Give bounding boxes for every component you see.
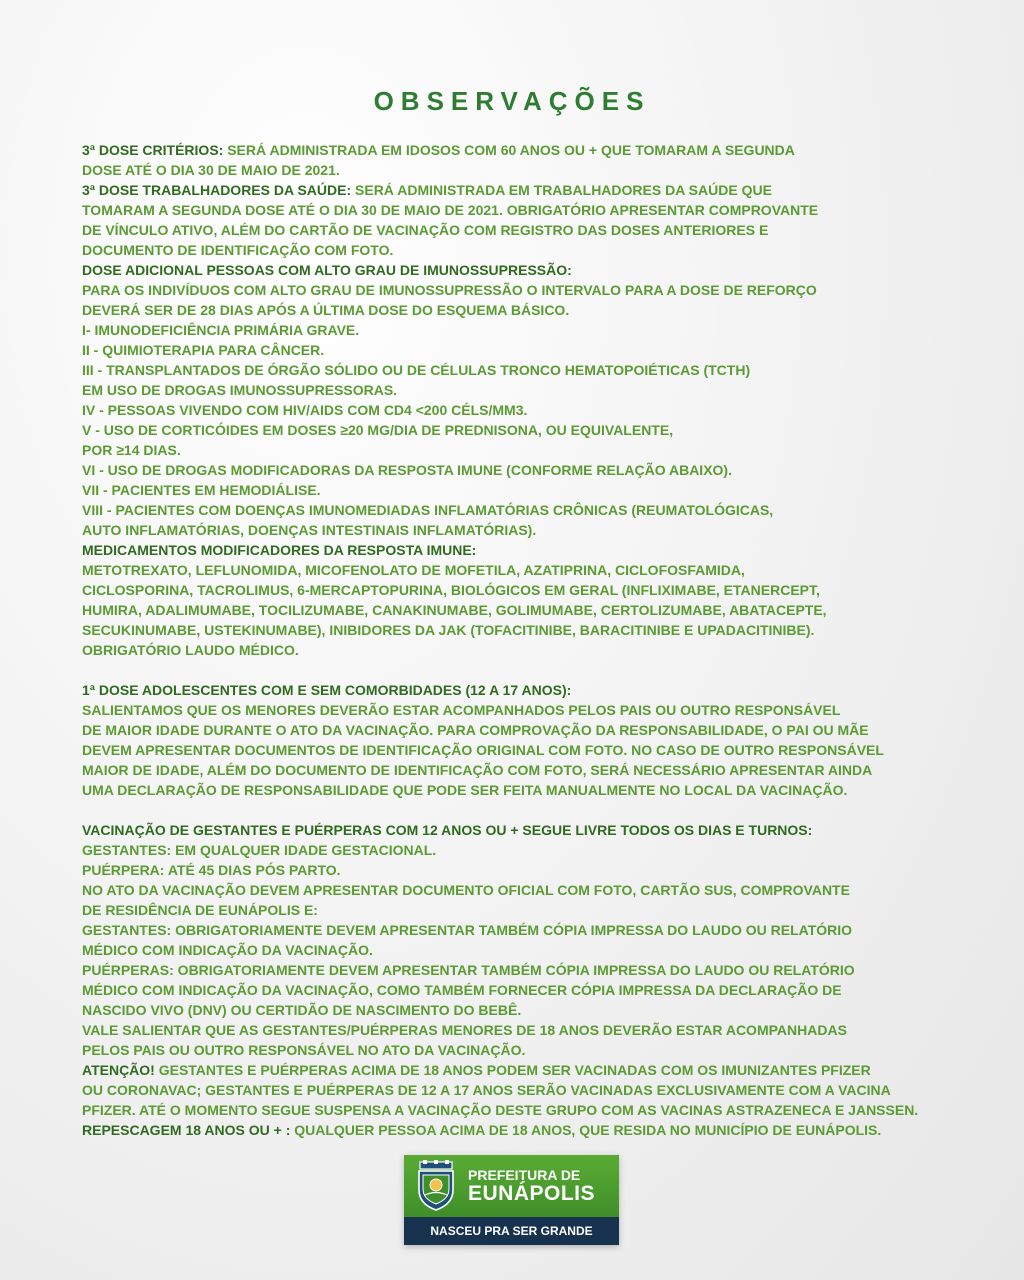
text-line (82, 1080, 962, 1100)
text-line (82, 280, 962, 300)
line-heading: 3ª DOSE TRABALHADORES DA SAÚDE: (82, 182, 352, 198)
text-line (82, 300, 962, 320)
line-text: MÉDICO COM INDICAÇÃO DA VACINAÇÃO, COMO TAMBÉM FORNECER CÓPIA IMPRESSA DA DECLARAÇÃO DE (82, 982, 842, 998)
line-text: GESTANTES: EM QUALQUER IDADE GESTACIONAL. (82, 842, 437, 858)
text-line (82, 900, 962, 920)
line-text: II - QUIMIOTERAPIA PARA CÂNCER. (82, 342, 325, 358)
line-text: AUTO INFLAMATÓRIAS, DOENÇAS INTESTINAIS INFLAMATÓRIAS). (82, 522, 537, 538)
line-text: DOCUMENTO DE IDENTIFICAÇÃO COM FOTO. (82, 242, 394, 258)
line-text: PFIZER. ATÉ O MOMENTO SEGUE SUSPENSA A VACINAÇÃO DESTE GRUPO COM AS VACINAS ASTRAZENECA E JANSSEN. (82, 1102, 919, 1118)
line-text: HUMIRA, ADALIMUMABE, TOCILIZUMABE, CANAKINUMABE, GOLIMUMABE, CERTOLIZUMABE, ABATACEPTE, (82, 602, 827, 618)
logo-line2: EUNÁPOLIS (468, 1182, 596, 1205)
text-line (82, 140, 962, 160)
text-line (82, 920, 962, 940)
line-heading: 1ª DOSE ADOLESCENTES COM E SEM COMORBIDADES (12 A 17 ANOS): (82, 682, 572, 698)
line-text: VII - PACIENTES EM HEMODIÁLISE. (82, 482, 321, 498)
line-text: IV - PESSOAS VIVENDO COM HIV/AIDS COM CD4 <200 CÉLS/MM3. (82, 402, 528, 418)
text-line (82, 580, 962, 600)
line-text: SERÁ ADMINISTRADA EM TRABALHADORES DA SAÚDE QUE (351, 182, 772, 198)
line-heading: 3ª DOSE CRITÉRIOS: (82, 142, 224, 158)
line-heading: DOSE ADICIONAL PESSOAS COM ALTO GRAU DE IMUNOSSUPRESSÃO: (82, 262, 572, 278)
text-line (82, 620, 962, 640)
logo-slogan: NASCEU PRA SER GRANDE (404, 1217, 619, 1245)
text-line (82, 1060, 962, 1080)
text-line (82, 200, 962, 220)
observations-body (82, 140, 962, 1140)
text-line (82, 220, 962, 240)
text-line (82, 160, 962, 180)
text-line (82, 520, 962, 540)
text-line (82, 400, 962, 420)
city-crest-icon (414, 1160, 458, 1212)
line-text: TOMARAM A SEGUNDA DOSE ATÉ O DIA 30 DE MAIO DE 2021. OBRIGATÓRIO APRESENTAR COMPROVANTE (82, 202, 819, 218)
text-line (82, 460, 962, 480)
text-line (82, 880, 962, 900)
text-line (82, 320, 962, 340)
line-text: DE VÍNCULO ATIVO, ALÉM DO CARTÃO DE VACINAÇÃO COM REGISTRO DAS DOSES ANTERIORES E (82, 222, 769, 238)
page-title: OBSERVAÇÕES (373, 86, 651, 116)
line-text: NO ATO DA VACINAÇÃO DEVEM APRESENTAR DOCUMENTO OFICIAL COM FOTO, CARTÃO SUS, COMPROVANTE (82, 882, 850, 898)
line-heading: ATENÇÃO! (82, 1062, 155, 1078)
text-line (82, 420, 962, 440)
line-text: DEVEM APRESENTAR DOCUMENTOS DE IDENTIFICAÇÃO ORIGINAL COM FOTO. NO CASO DE OUTRO RESPONSÁVEL (82, 742, 884, 758)
line-text: EM USO DE DROGAS IMUNOSSUPRESSORAS. (82, 382, 398, 398)
text-line (82, 1000, 962, 1020)
line-text: SERÁ ADMINISTRADA EM IDOSOS COM 60 ANOS OU + QUE TOMARAM A SEGUNDA (223, 142, 795, 158)
text-line (82, 500, 962, 520)
prefeitura-logo (404, 1155, 619, 1245)
text-line (82, 960, 962, 980)
line-text: SALIENTAMOS QUE OS MENORES DEVERÃO ESTAR ACOMPANHADOS PELOS PAIS OU OUTRO RESPONSÁVEL (82, 702, 841, 718)
text-line (82, 180, 962, 200)
text-line (82, 1020, 962, 1040)
text-line (82, 340, 962, 360)
line-text: PARA OS INDIVÍDUOS COM ALTO GRAU DE IMUNOSSUPRESSÃO O INTERVALO PARA A DOSE DE REFORÇO (82, 282, 817, 298)
text-line (82, 820, 962, 840)
logo-top-panel (404, 1155, 619, 1217)
text-line (82, 740, 962, 760)
text-line (82, 940, 962, 960)
text-line (82, 860, 962, 880)
text-line (82, 240, 962, 260)
text-line (82, 560, 962, 580)
line-text: MAIOR DE IDADE, ALÉM DO DOCUMENTO DE IDENTIFICAÇÃO COM FOTO, SERÁ NECESSÁRIO APRESENTAR AINDA (82, 762, 873, 778)
line-text: OU CORONAVAC; GESTANTES E PUÉRPERAS DE 12 A 17 ANOS SERÃO VACINADAS EXCLUSIVAMENTE COM A VACINA (82, 1082, 891, 1098)
line-text: SECUKINUMABE, USTEKINUMABE), INIBIDORES DA JAK (TOFACITINIBE, BARACITINIBE E UPADACITINIBE). (82, 622, 815, 638)
line-heading: MEDICAMENTOS MODIFICADORES DA RESPOSTA IMUNE: (82, 542, 477, 558)
line-text: I- IMUNODEFICIÊNCIA PRIMÁRIA GRAVE. (82, 322, 360, 338)
line-text: PUÉRPERA: ATÉ 45 DIAS PÓS PARTO. (82, 862, 341, 878)
text-line (82, 360, 962, 380)
text-line (82, 380, 962, 400)
line-text: PELOS PAIS OU OUTRO RESPONSÁVEL NO ATO DA VACINAÇÃO. (82, 1042, 526, 1058)
text-line (82, 780, 962, 800)
blank-line (82, 800, 962, 820)
line-text: III - TRANSPLANTADOS DE ÓRGÃO SÓLIDO OU DE CÉLULAS TRONCO HEMATOPOIÉTICAS (TCTH) (82, 362, 751, 378)
line-text: DEVERÁ SER DE 28 DIAS APÓS A ÚLTIMA DOSE DO ESQUEMA BÁSICO. (82, 302, 570, 318)
blank-line (82, 660, 962, 680)
line-text: DE MAIOR IDADE DURANTE O ATO DA VACINAÇÃO. PARA COMPROVAÇÃO DA RESPONSABILIDADE, O PAI OU MÃE (82, 722, 869, 738)
line-text: GESTANTES E PUÉRPERAS ACIMA DE 18 ANOS PODEM SER VACINADAS COM OS IMUNIZANTES PFIZER (154, 1062, 871, 1078)
logo-line1: PREFEITURA DE (468, 1167, 581, 1183)
text-line (82, 480, 962, 500)
line-text: CICLOSPORINA, TACROLIMUS, 6-MERCAPTOPURINA, BIOLÓGICOS EM GERAL (INFLIXIMABE, ETANERCEPT, (82, 582, 820, 598)
line-text: VI - USO DE DROGAS MODIFICADORAS DA RESPOSTA IMUNE (CONFORME RELAÇÃO ABAIXO). (82, 462, 732, 478)
text-line (82, 1100, 962, 1120)
text-line (82, 720, 962, 740)
line-text: VALE SALIENTAR QUE AS GESTANTES/PUÉRPERAS MENORES DE 18 ANOS DEVERÃO ESTAR ACOMPANHADAS (82, 1022, 847, 1038)
line-text: MÉDICO COM INDICAÇÃO DA VACINAÇÃO. (82, 942, 373, 958)
line-heading: REPESCAGEM 18 ANOS OU + : (82, 1122, 291, 1138)
line-text: V - USO DE CORTICÓIDES EM DOSES ≥20 MG/DIA DE PREDNISONA, OU EQUIVALENTE, (82, 422, 674, 438)
text-line (82, 700, 962, 720)
line-text: OBRIGATÓRIO LAUDO MÉDICO. (82, 642, 299, 658)
text-line (82, 640, 962, 660)
line-text: GESTANTES: OBRIGATORIAMENTE DEVEM APRESENTAR TAMBÉM CÓPIA IMPRESSA DO LAUDO OU RELATÓRIO (82, 922, 853, 938)
text-line (82, 840, 962, 860)
line-text: PUÉRPERAS: OBRIGATORIAMENTE DEVEM APRESENTAR TAMBÉM CÓPIA IMPRESSA DO LAUDO OU RELATÓRIO (82, 962, 855, 978)
line-text: NASCIDO VIVO (DNV) OU CERTIDÃO DE NASCIMENTO DO BEBÊ. (82, 1002, 522, 1018)
line-heading: VACINAÇÃO DE GESTANTES E PUÉRPERAS COM 12 ANOS OU + SEGUE LIVRE TODOS OS DIAS E TURNOS: (82, 822, 813, 838)
line-text: DE RESIDÊNCIA DE EUNÁPOLIS E: (82, 902, 318, 918)
text-line (82, 600, 962, 620)
line-text: UMA DECLARAÇÃO DE RESPONSABILIDADE QUE PODE SER FEITA MANUALMENTE NO LOCAL DA VACINAÇÃO. (82, 782, 848, 798)
text-line (82, 260, 962, 280)
line-text: QUALQUER PESSOA ACIMA DE 18 ANOS, QUE RESIDA NO MUNICÍPIO DE EUNÁPOLIS. (290, 1122, 882, 1138)
text-line (82, 1120, 962, 1140)
text-line (82, 980, 962, 1000)
text-line (82, 760, 962, 780)
text-line (82, 1040, 962, 1060)
text-line (82, 680, 962, 700)
line-text: VIII - PACIENTES COM DOENÇAS IMUNOMEDIADAS INFLAMATÓRIAS CRÔNICAS (REUMATOLÓGICAS, (82, 502, 774, 518)
line-text: POR ≥14 DIAS. (82, 442, 181, 458)
text-line (82, 440, 962, 460)
line-text: METOTREXATO, LEFLUNOMIDA, MICOFENOLATO DE MOFETILA, AZATIPRINA, CICLOFOSFAMIDA, (82, 562, 745, 578)
text-line (82, 540, 962, 560)
line-text: DOSE ATÉ O DIA 30 DE MAIO DE 2021. (82, 162, 340, 178)
